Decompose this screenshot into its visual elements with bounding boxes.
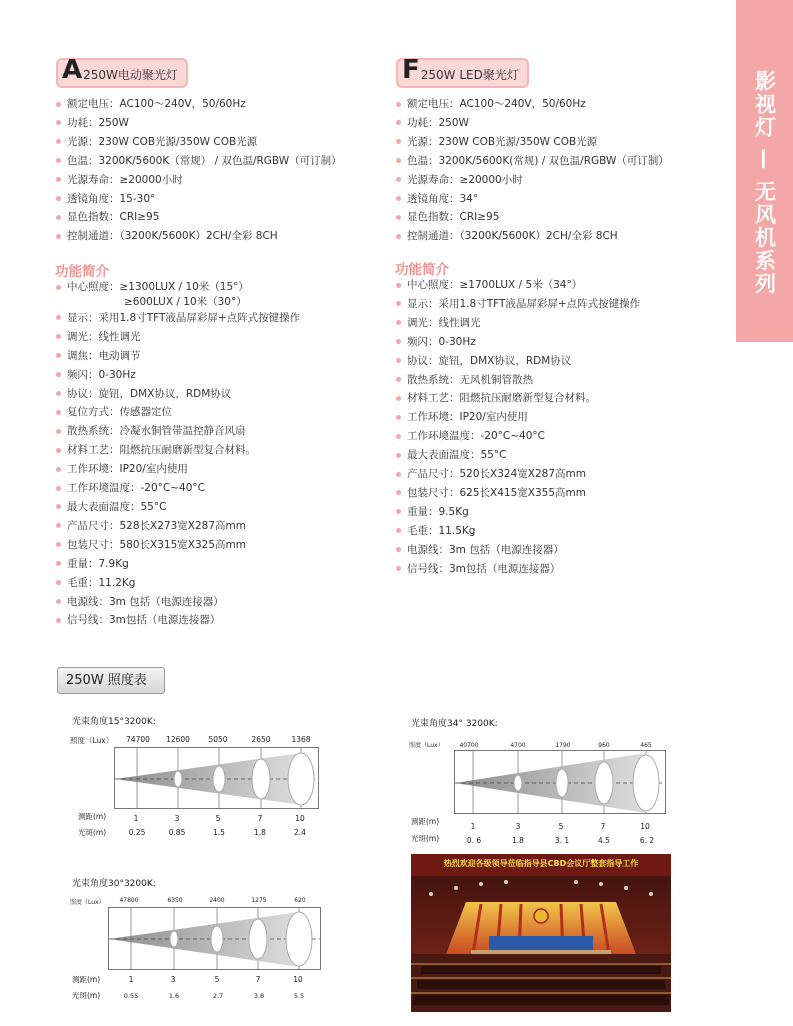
spec-item: 透镜角度：15-30° <box>53 190 342 209</box>
function-item: 工作环境温度：-20°C~40°C <box>53 479 300 498</box>
diagram-caption: 光束角度30°3200K: <box>72 879 156 889</box>
distance-value: 5 <box>558 822 564 831</box>
product-f-function-heading: 功能简介 <box>395 262 449 278</box>
function-item: 工作环境：IP20/室内使用 <box>53 460 300 479</box>
photo-banner-text: 热烈欢迎各级领导莅临指导县CBD会议厅整套指导工作 <box>443 859 639 868</box>
lux-value: 2650 <box>251 735 271 744</box>
function-item: 工作环境温度：-20°C~40°C <box>393 427 640 446</box>
spec-item: 功耗：250W <box>393 114 669 133</box>
function-item: 包装尺寸：580长X315宽X325高mm <box>53 536 300 555</box>
spec-item: 透镜角度：34° <box>393 190 669 209</box>
spec-item: 显色指数：CRI≥95 <box>53 208 342 227</box>
function-item: 协议：旋钮，DMX协议，RDM协议 <box>53 385 300 404</box>
lux-value: 40700 <box>459 742 479 749</box>
function-item: 重量：7.9Kg <box>53 555 300 574</box>
function-item: 产品尺寸：528长X273宽X287高mm <box>53 517 300 536</box>
lux-value: 4700 <box>510 742 526 749</box>
product-a-function-heading: 功能简介 <box>55 264 109 280</box>
function-item: 材料工艺：阻燃抗压耐磨新型复合材料。 <box>393 389 640 408</box>
spot-value: 0.25 <box>128 828 146 837</box>
function-item: 调光：线性调光 <box>53 328 300 347</box>
spot-value: 1.5 <box>213 828 225 837</box>
distance-value: 3 <box>515 822 521 831</box>
function-item: 散热系统：无风机铜管散热 <box>393 371 640 390</box>
product-a-name: 250W电动聚光灯 <box>83 68 178 82</box>
product-f-letter: F <box>402 55 420 85</box>
lux-label: 照度（Lux） <box>70 736 114 745</box>
spot-value: 2.7 <box>212 992 224 1000</box>
function-item: 毛重：11.2Kg <box>53 574 300 593</box>
function-item: 最大表面温度：55°C <box>53 498 300 517</box>
product-f-specs <box>393 95 669 246</box>
spot-value: 1.8 <box>254 828 266 837</box>
function-item: 重量：9.5Kg <box>393 503 640 522</box>
spec-item: 控制通道：（3200K/5600K）2CH/全彩 8CH <box>53 227 342 246</box>
spec-item: 控制通道：（3200K/5600K）2CH/全彩 8CH <box>393 227 669 246</box>
distance-value: 3 <box>174 814 180 823</box>
spot-value: 5.5 <box>293 992 305 1000</box>
distance-value: 7 <box>255 975 261 984</box>
distance-value: 5 <box>214 975 220 984</box>
distance-value: 10 <box>640 822 650 831</box>
product-a-specs <box>53 95 342 246</box>
lux-value: 465 <box>640 742 652 749</box>
function-item: 材料工艺：阻燃抗压耐磨新型复合材料。 <box>53 441 300 460</box>
product-a-functions <box>53 278 300 630</box>
function-item: 信号线：3m包括（电源连接器） <box>393 560 640 579</box>
distance-value: 7 <box>600 822 606 831</box>
spot-value: 2.4 <box>294 828 306 837</box>
distance-value: 10 <box>293 975 303 984</box>
lux-value: 1368 <box>291 735 311 744</box>
function-item <box>53 278 300 309</box>
lux-label: 照度（Lux） <box>70 899 105 906</box>
lux-value: 1275 <box>251 897 267 904</box>
distance-value: 3 <box>170 975 176 984</box>
distance-label: 测距(m) <box>78 812 107 821</box>
spec-item: 光源：230W COB光源/350W COB光源 <box>53 133 342 152</box>
spot-label: 光斑(m) <box>78 828 107 837</box>
diagram-caption: 光束角度34° 3200K: <box>411 719 498 729</box>
function-item: 调焦：电动调节 <box>53 347 300 366</box>
spec-item: 额定电压：AC100～240V，50/60Hz <box>393 95 669 114</box>
spec-item: 功耗：250W <box>53 114 342 133</box>
lux-value: 1790 <box>555 742 571 749</box>
function-item: 显示：采用1.8寸TFT液晶屏彩屏+点阵式按键操作 <box>53 309 300 328</box>
spot-value: 6. 2 <box>639 836 655 845</box>
distance-value: 7 <box>257 814 263 823</box>
spec-item: 色温：3200K/5600K(常规) / 双色温/RGBW（可订制） <box>393 152 669 171</box>
spec-item: 额定电压：AC100～240V，50/60Hz <box>53 95 342 114</box>
function-text: 中心照度：≥1300LUX / 10米（15°） <box>67 281 249 293</box>
lux-value: 6350 <box>167 897 183 904</box>
function-item: 最大表面温度：55°C <box>393 446 640 465</box>
distance-value: 1 <box>133 814 139 823</box>
category-side-tab <box>736 0 793 342</box>
spot-value: 0. 6 <box>466 836 482 845</box>
product-a-letter: A <box>62 55 83 85</box>
function-item: 电源线：3m 包括（电源连接器） <box>393 541 640 560</box>
function-item: 调光：线性调光 <box>393 314 640 333</box>
spot-value: 0.85 <box>168 828 186 837</box>
lux-value: 74700 <box>126 735 150 744</box>
spec-item: 色温：3200K/5600K（常规） / 双色温/RGBW（可订制） <box>53 152 342 171</box>
function-subline: ≥600LUX / 10米（30°） <box>124 295 247 308</box>
function-item: 复位方式：传感器定位 <box>53 403 300 422</box>
product-f-name: 250W LED聚光灯 <box>420 68 519 82</box>
lux-value: 5050 <box>208 735 228 744</box>
illuminance-table-title: 250W 照度表 <box>57 667 165 694</box>
function-item: 电源线：3m 包括（电源连接器） <box>53 593 300 612</box>
conference-hall-photo <box>411 854 671 1012</box>
spot-value: 3.8 <box>253 992 265 1000</box>
spot-value: 1.8 <box>512 836 524 845</box>
function-item: 散热系统：冷凝水铜管带温控静音风扇 <box>53 422 300 441</box>
spec-item: 显色指数：CRI≥95 <box>393 208 669 227</box>
spec-item: 光源寿命：≥20000小时 <box>393 171 669 190</box>
product-f-functions <box>393 276 640 579</box>
product-a-title <box>56 55 188 88</box>
distance-value: 1 <box>128 975 134 984</box>
spot-value: 0.55 <box>123 992 139 1000</box>
function-item: 信号线：3m包括（电源连接器） <box>53 611 300 630</box>
lux-label: 照度（Lux） <box>409 742 444 749</box>
lux-value: 2400 <box>209 897 225 904</box>
function-item: 频闪：0-30Hz <box>393 333 640 352</box>
spot-value: 1.6 <box>168 992 180 1000</box>
function-item: 协议：旋钮，DMX协议，RDM协议 <box>393 352 640 371</box>
spot-value: 3. 1 <box>554 836 570 845</box>
distance-label: 测距(m) <box>72 975 101 984</box>
spec-item: 光源：230W COB光源/350W COB光源 <box>393 133 669 152</box>
distance-value: 5 <box>215 814 221 823</box>
distance-label: 测距(m) <box>411 817 440 826</box>
lux-value: 960 <box>598 742 610 749</box>
beam-box <box>114 747 319 809</box>
spec-item: 光源寿命：≥20000小时 <box>53 171 342 190</box>
spot-label: 光斑(m) <box>72 991 101 1000</box>
function-item: 频闪：0-30Hz <box>53 366 300 385</box>
spot-value: 4.5 <box>598 836 610 845</box>
lux-value: 620 <box>294 897 306 904</box>
distance-value: 1 <box>470 822 476 831</box>
beam-box <box>108 907 321 970</box>
function-item: 包装尺寸：625长X415宽X355高mm <box>393 484 640 503</box>
lux-value: 47800 <box>119 897 139 904</box>
lux-value: 12600 <box>166 735 190 744</box>
diagram-caption: 光束角度15°3200K: <box>72 717 156 727</box>
spot-label: 光斑(m) <box>411 834 440 843</box>
product-f-title <box>396 55 529 88</box>
distance-value: 10 <box>295 814 305 823</box>
function-item: 中心照度：≥1700LUX / 5米（34°） <box>393 276 640 295</box>
function-item: 产品尺寸：520长X324宽X287高mm <box>393 465 640 484</box>
function-item: 毛重：11.5Kg <box>393 522 640 541</box>
function-item: 显示：采用1.8寸TFT液晶屏彩屏+点阵式按键操作 <box>393 295 640 314</box>
category-label: 影视灯 — 无风机系列 <box>752 70 777 296</box>
beam-box <box>454 750 666 814</box>
function-item: 工作环境：IP20/室内使用 <box>393 408 640 427</box>
